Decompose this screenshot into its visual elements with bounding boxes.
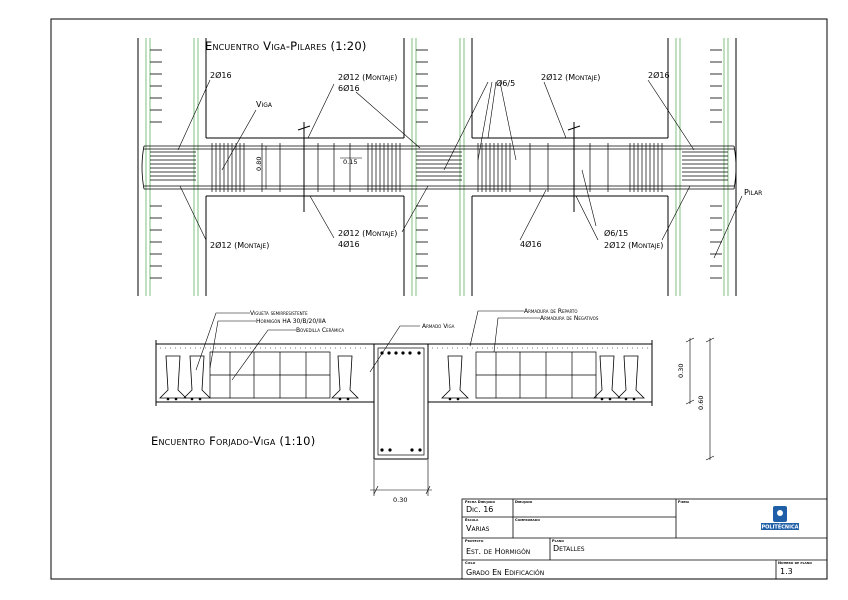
- dimension-lines-bottom: [370, 338, 714, 496]
- sheet-border: [51, 19, 827, 579]
- tb-ciclo-label: Ciclo: [465, 561, 476, 565]
- tb-plano-label: Plano: [552, 539, 564, 543]
- viguetas: [160, 356, 644, 398]
- beam-stirrups-dense: [150, 152, 728, 180]
- label-montaje-top-mid: 2Ø12 (Montaje): [338, 73, 398, 82]
- column-rebar: [146, 38, 728, 296]
- tb-fecha-value: Dic. 16: [466, 505, 494, 514]
- tb-numero-label: Número de plano: [778, 561, 812, 565]
- label-4016-right: 4Ø16: [520, 240, 542, 249]
- tb-escala-label: Escala: [465, 518, 479, 522]
- label-2016-right: 2Ø16: [648, 71, 670, 80]
- label-montaje-bot-mid: 2Ø12 (Montaje): [338, 229, 398, 238]
- label-pilar: Pilar: [744, 188, 763, 197]
- tb-proyecto-label: Proyecto: [465, 539, 484, 543]
- title-bottom: Encuentro Forjado-Viga (1:10): [151, 434, 316, 448]
- university-logo: [760, 505, 800, 534]
- beams: [206, 122, 668, 212]
- beam-column-detail: [138, 38, 762, 296]
- label-montaje-bot-left: 2Ø12 (Montaje): [210, 241, 270, 250]
- label-dim-060-v: 0.60: [697, 395, 705, 410]
- tb-escala-value: Varias: [466, 524, 490, 533]
- label-bovedilla: Bovedilla Cerámica: [296, 327, 345, 334]
- label-armadura-reparto: Armadura de Reparto: [524, 308, 578, 315]
- beam-stirrups: [212, 143, 662, 192]
- logo-text: POLITÉCNICA: [761, 524, 799, 531]
- label-015: 0.15: [343, 158, 358, 166]
- label-stirrups-6-5: Ø6/5: [496, 79, 516, 88]
- dimension-lines: [266, 146, 362, 189]
- label-dim-030-h: 0.30: [393, 496, 408, 504]
- tb-firma-label: Firma: [678, 500, 690, 504]
- label-6016: 6Ø16: [338, 84, 360, 93]
- tb-numero-value: 1.3: [780, 567, 793, 576]
- label-montaje-bot-right: 2Ø12 (Montaje): [604, 241, 664, 250]
- label-2016-left: 2Ø16: [210, 71, 232, 80]
- label-4016-mid: 4Ø16: [338, 240, 360, 249]
- label-dim-030-v: 0.30: [677, 363, 685, 378]
- leader-lines-bottom: [196, 311, 540, 380]
- label-080: 0.80: [255, 156, 263, 171]
- label-viga: Viga: [256, 100, 272, 109]
- tb-proyecto-value: Est. de Hormigón: [466, 547, 531, 556]
- tb-fecha-label: Fecha Dibujado: [465, 500, 496, 504]
- label-armado-viga: Armado Viga: [422, 323, 455, 330]
- slab-beam-detail: [151, 308, 714, 504]
- tb-plano-value: Detalles: [553, 544, 585, 553]
- label-montaje-top-right: 2Ø12 (Montaje): [541, 73, 601, 82]
- label-vigueta: Vigueta semirresistente: [250, 310, 308, 317]
- tb-ciclo-value: Grado En Edificación: [466, 568, 545, 577]
- beam-rebar: [142, 146, 736, 189]
- tb-dibujado-label: Dibujado: [515, 500, 533, 504]
- label-armadura-negativos: Armadura de Negativos: [540, 315, 599, 322]
- label-stirrups-6-15: Ø6/15: [604, 229, 629, 238]
- bovedillas: [210, 352, 596, 398]
- label-hormigon: Hormigón HA 30/B/20/IIA: [256, 318, 326, 325]
- title-top: Encuentro Viga-Pilares (1:20): [205, 39, 367, 53]
- tb-comprobado-label: Comprobado: [515, 518, 540, 522]
